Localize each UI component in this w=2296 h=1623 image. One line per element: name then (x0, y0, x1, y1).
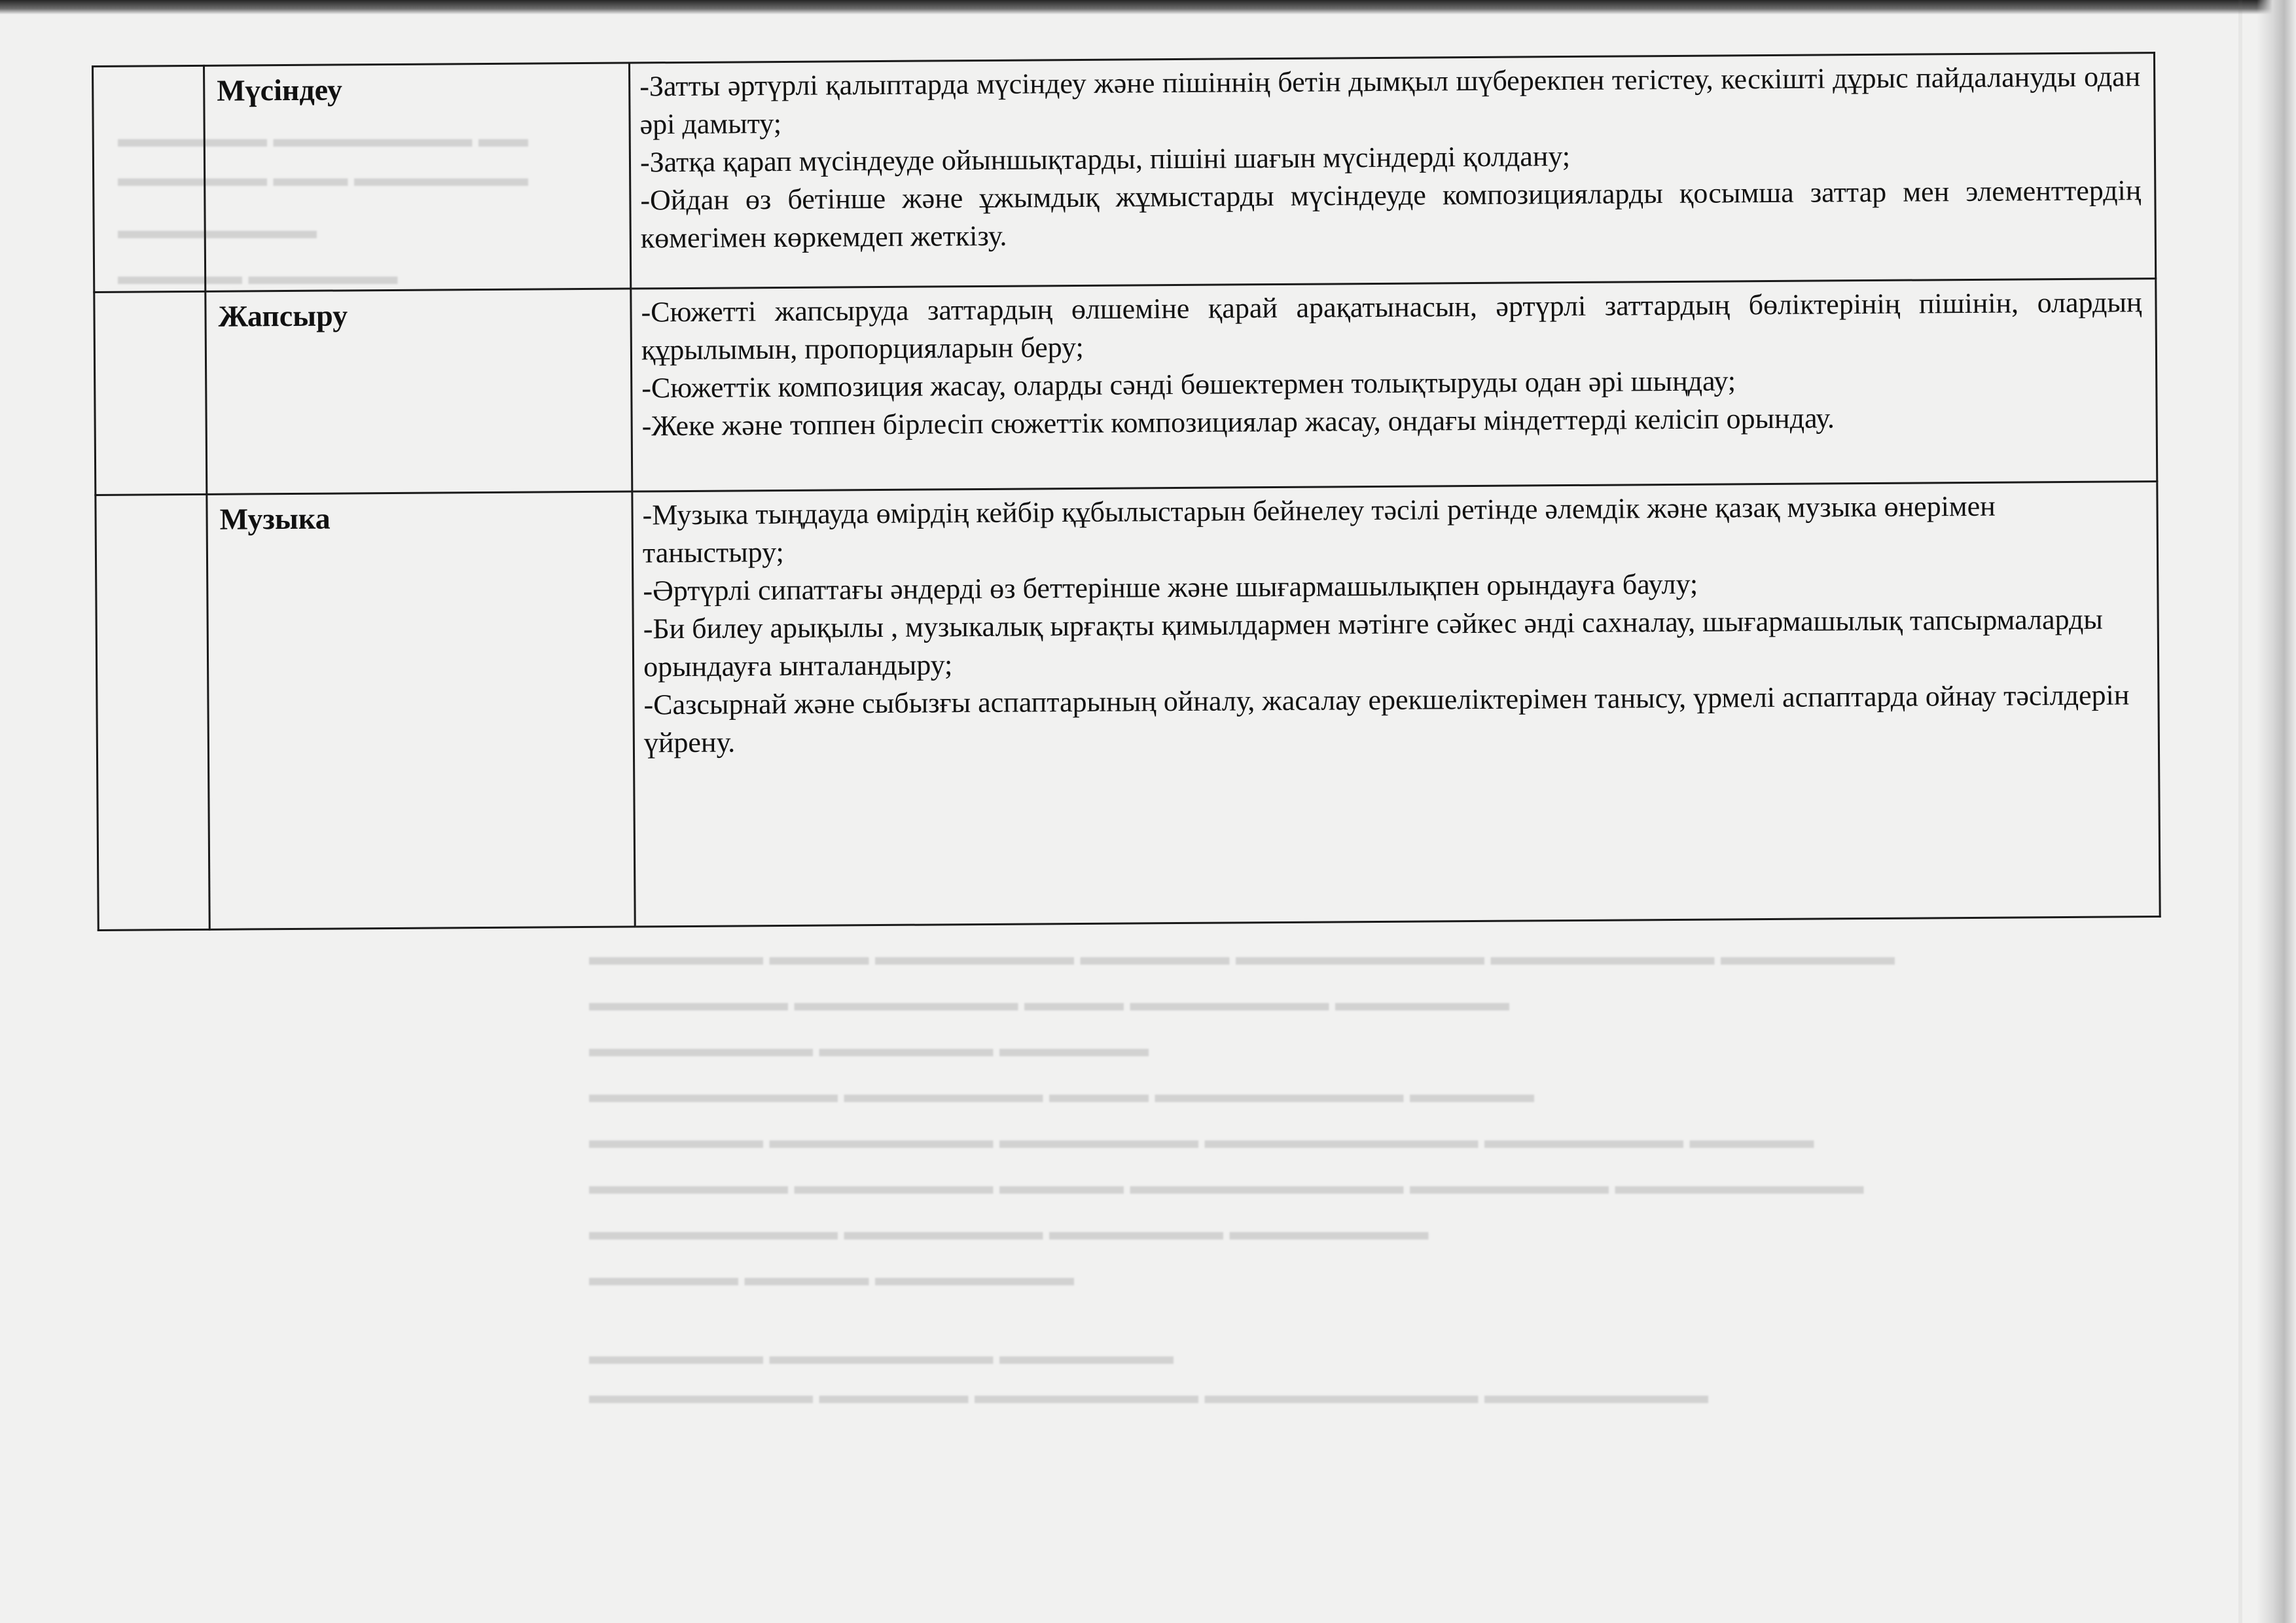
objective-item: -Затты әртүрлі қалыптарда мүсіндеу және пішіннің бетін дымқыл шүберекпен тегістеу, кескішті дұрыс пайдалануды одан әрі дамыту; (639, 60, 2141, 141)
bleed-through-text: ▬▬▬▬▬▬▬▬ ▬▬▬▬▬▬▬▬ ▬▬▬▬▬ ▬▬▬▬▬▬▬▬▬▬▬ ▬▬▬▬▬▬▬▬ ▬▬▬▬▬▬▬▬▬▬ (589, 1172, 1864, 1200)
subject-cell (204, 63, 631, 291)
table-row (96, 482, 2160, 931)
bleed-through-text: ▬▬▬▬▬▬▬▬▬▬ ▬▬▬▬▬▬▬▬ ▬▬▬▬ ▬▬▬▬▬▬▬▬▬▬ ▬▬▬▬▬ (589, 1080, 1534, 1108)
bleed-through-text: ▬▬▬▬▬▬ ▬▬▬▬▬▬▬▬ ▬▬ (118, 125, 528, 152)
bleed-through-text: ▬▬▬▬▬▬▬▬ (118, 217, 317, 244)
subject-cell (207, 491, 635, 929)
scan-right-edge (2257, 0, 2296, 1623)
bleed-through-text: ▬▬▬▬▬▬▬▬ ▬▬▬▬▬▬▬▬▬ ▬▬▬▬ ▬▬▬▬▬▬▬▬ ▬▬▬▬▬▬▬ (589, 989, 1509, 1016)
objective-item: -Сазсырнай және сыбызғы аспаптарының ойналу, жасалау ерекшеліктерімен танысу, үрмелі аспаптарда ойнау тәсілдерін үйрену. (643, 679, 2130, 759)
objective-item: -Би билеу арықылы , музыкалық ырғақты қимылдармен мәтінге сәйкес әнді сахналау, шығармашылық тапсырмаларды орындауға ынталандыру; (643, 603, 2104, 683)
objectives-cell (632, 482, 2160, 927)
bleed-through-text: ▬▬▬▬▬▬▬▬▬▬ ▬▬▬▬▬▬▬▬ ▬▬▬▬▬▬▬ ▬▬▬▬▬▬▬▬ (589, 1218, 1429, 1245)
objectives-cell (631, 279, 2157, 491)
table-row (93, 53, 2156, 293)
objective-item: -Затқа қарап мүсіндеуде ойыншықтарды, пішіні шағын мүсіндерді қолдану; (639, 140, 1571, 179)
objective-item: -Жеке және топпен бірлесіп сюжеттік композициялар жасау, ондағы міндеттерді келісіп орындау. (641, 402, 1835, 442)
subject-name: Жапсыру (218, 298, 348, 333)
bleed-through-text: ▬▬▬▬▬▬▬ ▬▬▬▬▬▬▬▬▬ ▬▬▬▬▬▬▬ (589, 1342, 1174, 1370)
objective-item: -Музыка тыңдауда өмірдің кейбір құбылыстарын бейнелеу тәсілі ретінде әлемдік және қазақ музыка өнерімен таныстыру; (642, 490, 1996, 569)
objective-item: -Әртүрлі сипаттағы әндерді өз беттерінше және шығармашылықпен орындауға баулу; (643, 567, 1698, 607)
subject-name: Мүсіндеу (217, 73, 343, 107)
objective-item: -Ойдан өз бетінше және ұжымдық жұмыстарды мүсіндеуде композицияларды қосымша заттар мен элементтердің көмегімен көркемдеп жеткізу. (640, 174, 2142, 255)
bleed-through-text: ▬▬▬▬▬▬▬ ▬▬▬▬ ▬▬▬▬▬▬▬▬ ▬▬▬▬▬▬ ▬▬▬▬▬▬▬▬▬▬ ▬▬▬▬▬▬▬▬▬ ▬▬▬▬▬▬▬ (589, 943, 1895, 971)
row-number-cell (94, 291, 207, 495)
bleed-through-text: ▬▬▬▬▬▬ ▬▬▬ ▬▬▬▬▬▬▬ (118, 164, 528, 192)
row-number-cell (93, 65, 206, 292)
objective-item: -Сюжеттік композиция жасау, оларды сәнді бөшектермен толықтыруды одан әрі шыңдау; (641, 365, 1736, 404)
objective-item: -Сюжетті жапсыруда заттардың өлшеміне қарай арақатынасын, әртүрлі заттардың бөліктерінің пішінін, олардың құрылымын, пропорцияларын беру; (641, 286, 2142, 366)
bleed-through-text: ▬▬▬▬▬▬▬▬▬ ▬▬▬▬▬▬ ▬▬▬▬▬▬▬▬▬ ▬▬▬▬▬▬▬▬▬▬▬ ▬▬▬▬▬▬▬▬▬ (589, 1382, 1708, 1409)
curriculum-table (92, 52, 2159, 929)
bleed-through-text: ▬▬▬▬▬▬ ▬▬▬▬▬ ▬▬▬▬▬▬▬▬ (589, 1264, 1074, 1291)
scan-top-edge (0, 0, 2296, 14)
subject-cell (206, 289, 632, 494)
bleed-through-text: ▬▬▬▬▬ ▬▬▬▬▬▬ (118, 262, 398, 290)
bleed-through-text: ▬▬▬▬▬▬▬ ▬▬▬▬▬▬▬▬▬ ▬▬▬▬▬▬▬▬ ▬▬▬▬▬▬▬▬▬▬▬ ▬▬▬▬▬▬▬▬ ▬▬▬▬▬ (589, 1126, 1814, 1154)
row-number-cell (96, 494, 209, 930)
subject-name: Музыка (219, 501, 331, 536)
table-row (94, 279, 2157, 495)
bleed-through-text: ▬▬▬▬▬▬▬▬▬ ▬▬▬▬▬▬▬ ▬▬▬▬▬▬ (589, 1035, 1149, 1062)
objectives-cell (629, 53, 2155, 289)
scan-fold-shadow (2238, 0, 2242, 1623)
